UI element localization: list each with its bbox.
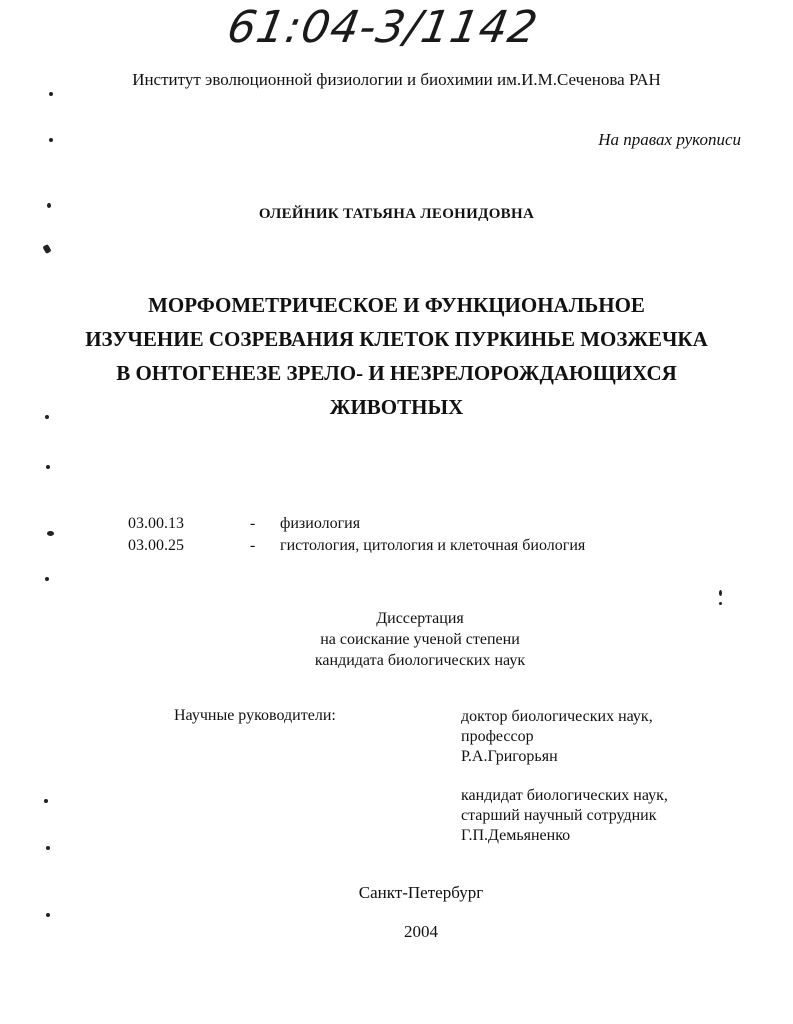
scan-speck (45, 415, 49, 419)
supervisor-degree: доктор биологических наук, (461, 708, 653, 725)
specialty-name: гистология, цитология и клеточная биология (280, 537, 586, 554)
scan-speck (46, 846, 50, 850)
institute-name: Институт эволюционной физиологии и биохимии им.И.М.Сеченова РАН (132, 70, 661, 89)
handwritten-archive-code: 61:04-3/1142 (223, 2, 542, 53)
supervisor-name: Г.П.Демьяненко (461, 827, 571, 844)
scan-speck (46, 465, 50, 469)
title-line: МОРФОМЕТРИЧЕСКОЕ И ФУНКЦИОНАЛЬНОЕ (148, 293, 645, 317)
manuscript-rights-note: На правах рукописи (598, 130, 741, 149)
scan-speck (45, 577, 49, 581)
specialty-dash: - (250, 515, 256, 532)
specialty-code: 03.00.25 (128, 537, 184, 554)
supervisor-first (461, 707, 653, 767)
supervisor-title: профессор (461, 728, 534, 745)
supervisor-degree: кандидат биологических наук, (461, 787, 668, 804)
specialty-dash: - (250, 537, 256, 554)
title-line: ЖИВОТНЫХ (329, 395, 464, 419)
scan-speck (47, 203, 51, 208)
supervisor-title: старший научный сотрудник (461, 807, 657, 824)
year: 2004 (404, 922, 438, 941)
supervisor-name: Р.А.Григорьян (461, 748, 558, 765)
specialty-row (128, 515, 728, 537)
title-line: ИЗУЧЕНИЕ СОЗРЕВАНИЯ КЛЕТОК ПУРКИНЬЕ МОЗЖЕЧКА (85, 327, 708, 351)
scan-speck (42, 244, 51, 254)
specialty-name: физиология (280, 515, 361, 532)
supervisors-label: Научные руководители: (174, 707, 336, 724)
scan-speck (719, 602, 722, 605)
author-name: ОЛЕЙНИК ТАТЬЯНА ЛЕОНИДОВНА (258, 206, 535, 222)
dissertation-label: Диссертация (376, 610, 464, 627)
specialty-row (128, 537, 728, 559)
degree-name: кандидата биологических наук (314, 652, 526, 669)
scan-speck (49, 138, 53, 142)
degree-purpose: на соискание ученой степени (320, 631, 520, 648)
scan-speck (49, 92, 53, 96)
city: Санкт-Петербург (358, 883, 484, 902)
specialty-code: 03.00.13 (128, 515, 184, 532)
dissertation-title (60, 288, 733, 424)
scan-speck (47, 531, 54, 536)
supervisor-second (461, 786, 668, 846)
dissertation-degree-block (0, 608, 793, 671)
scan-speck (46, 913, 50, 917)
scan-speck (719, 590, 722, 596)
title-line: В ОНТОГЕНЕЗЕ ЗРЕЛО- И НЕЗРЕЛОРОЖДАЮЩИХСЯ (116, 361, 677, 385)
scan-speck (44, 799, 48, 803)
